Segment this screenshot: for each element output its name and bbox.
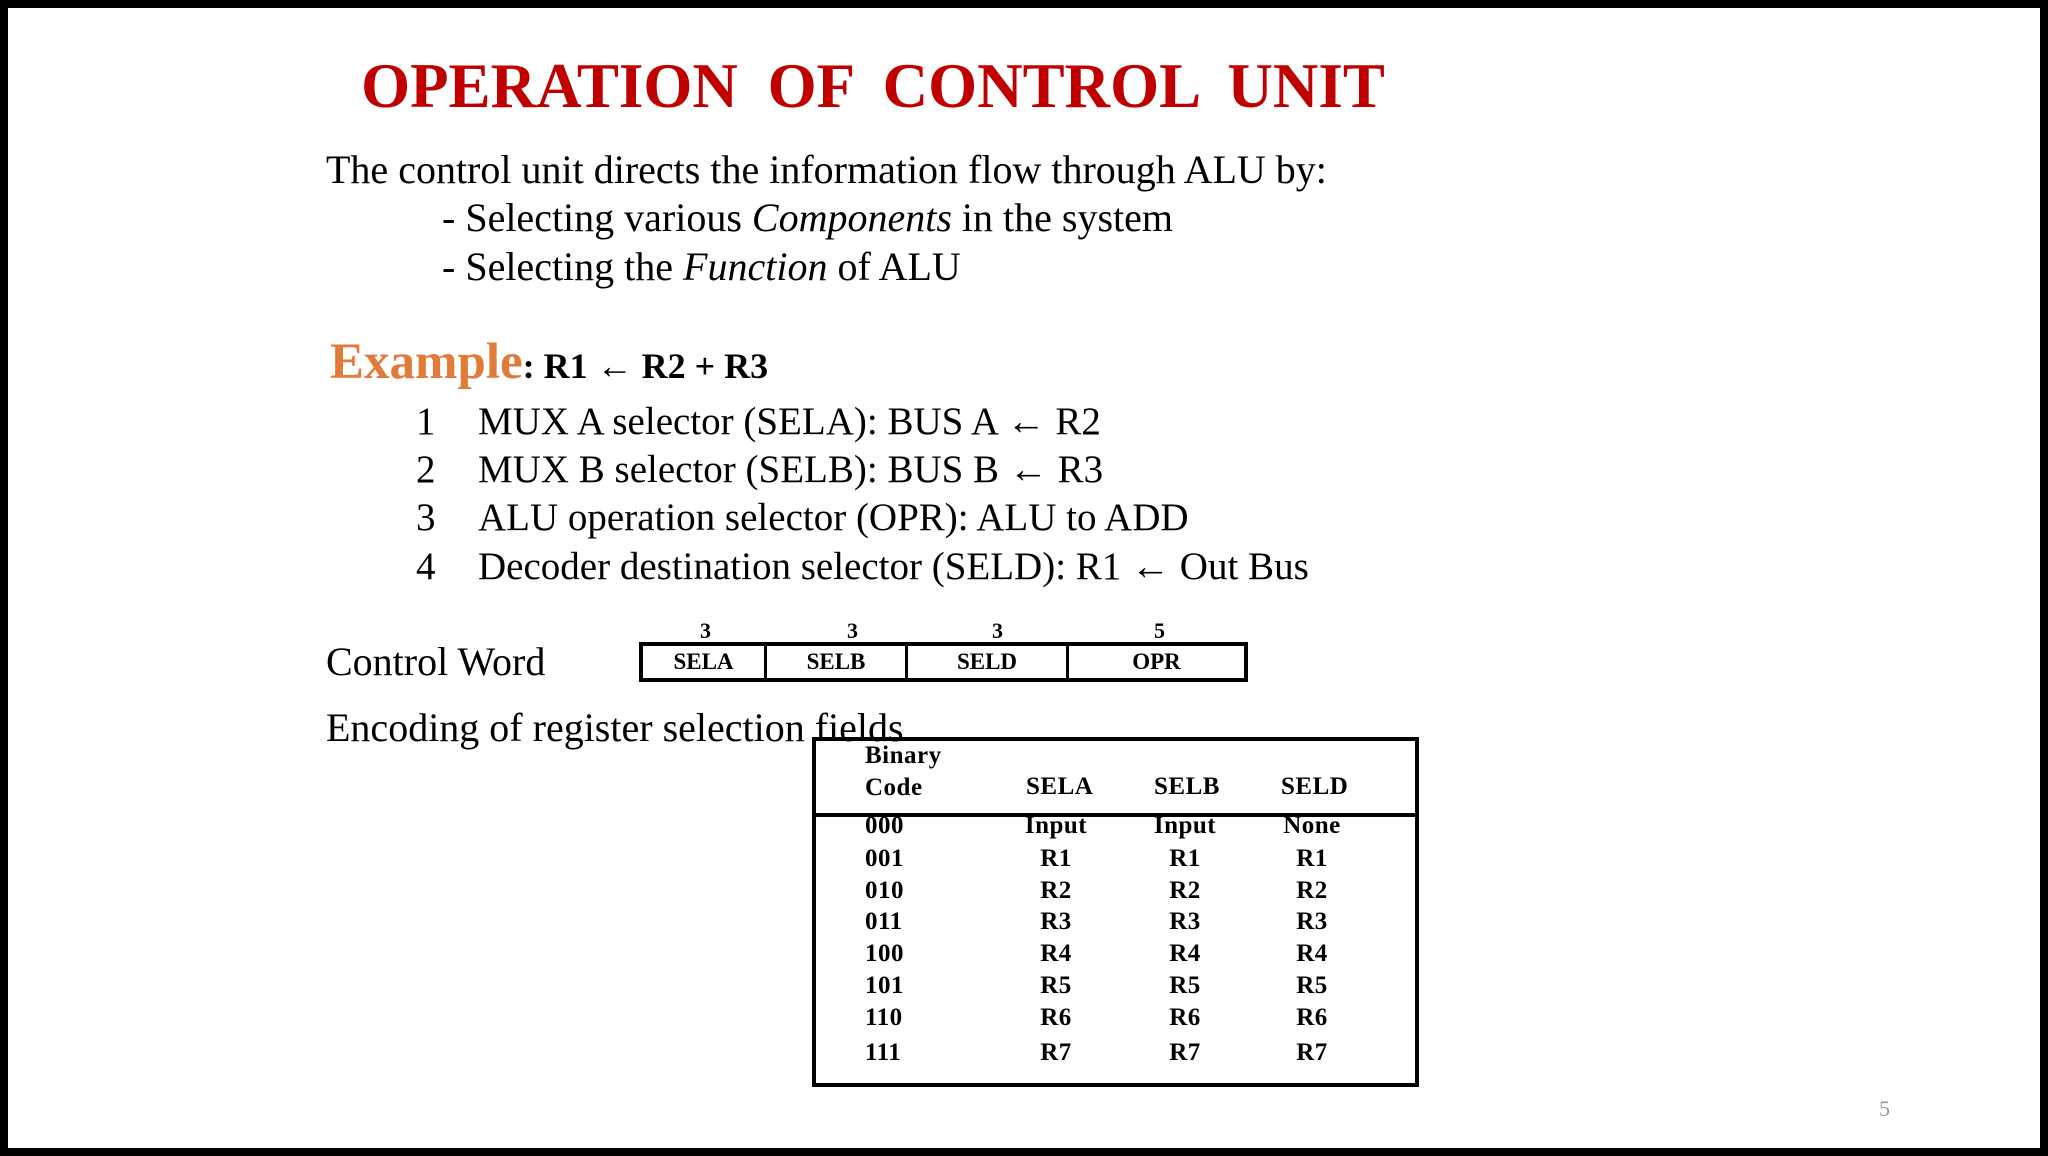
control-word-box	[639, 642, 1248, 682]
slide-title: OPERATION OF CONTROL UNIT	[361, 51, 1385, 121]
table-cell: R1	[1040, 845, 1072, 872]
control-word-field: SELA	[643, 646, 767, 678]
table-cell: R4	[1040, 940, 1072, 967]
control-word-field: SELB	[767, 646, 908, 678]
step-text: MUX B selector (SELB): BUS B ← R3	[478, 448, 1104, 491]
bullet-italic: Components	[751, 195, 952, 240]
table-cell: R7	[1296, 1039, 1328, 1066]
bullet-components	[442, 196, 1173, 240]
bullet-suffix: in the system	[951, 195, 1174, 240]
slide	[8, 8, 2040, 1148]
table-cell: R3	[1169, 908, 1201, 935]
step-text: Decoder destination selector (SELD): R1 ← Out Bus	[478, 545, 1309, 588]
table-cell: R6	[1169, 1004, 1201, 1031]
table-cell: R4	[1169, 940, 1201, 967]
table-cell: R7	[1040, 1039, 1072, 1066]
encoding-caption: Encoding of register selection fields	[326, 705, 904, 750]
table-cell: Input	[1024, 812, 1088, 839]
step-number: 3	[416, 496, 436, 539]
bullet-function	[442, 245, 961, 289]
header-code: Code	[865, 774, 923, 801]
table-cell: R7	[1169, 1039, 1201, 1066]
table-cell: R3	[1296, 908, 1328, 935]
binary-code-cell: 000	[865, 812, 904, 839]
bullet-prefix: - Selecting the	[442, 244, 684, 289]
table-cell: R6	[1040, 1004, 1072, 1031]
table-cell: R5	[1296, 972, 1328, 999]
bullet-italic: Function	[683, 244, 828, 289]
step-number: 4	[416, 545, 436, 588]
table-cell: R2	[1169, 877, 1201, 904]
table-cell: R1	[1169, 845, 1201, 872]
field-bits: 5	[1154, 618, 1165, 643]
table-cell: R6	[1296, 1004, 1328, 1031]
step-number: 1	[416, 400, 436, 443]
header-binary: Binary	[865, 742, 942, 769]
intro-text: The control unit directs the information flow through ALU by:	[326, 147, 1327, 192]
binary-code-cell: 011	[865, 908, 903, 935]
control-word-label: Control Word	[326, 639, 546, 684]
step-number: 2	[416, 448, 436, 491]
header-selb: SELB	[1154, 773, 1220, 800]
field-bits: 3	[700, 618, 711, 643]
encoding-table	[812, 737, 1419, 1087]
bullet-prefix: - Selecting various	[442, 195, 752, 240]
binary-code-cell: 100	[865, 940, 904, 967]
field-bits: 3	[847, 618, 858, 643]
binary-code-cell: 111	[865, 1039, 902, 1066]
table-cell: R2	[1040, 877, 1072, 904]
table-cell: R4	[1296, 940, 1328, 967]
control-word-field: OPR	[1132, 649, 1181, 674]
control-word-field: SELD	[908, 646, 1069, 678]
example-expression: : R1 ← R2 + R3	[522, 346, 769, 386]
example-heading	[330, 333, 768, 391]
binary-code-cell: 001	[865, 845, 904, 872]
example-label: Example	[330, 334, 523, 390]
step-text: MUX A selector (SELA): BUS A ← R2	[478, 400, 1101, 443]
table-cell: Input	[1153, 812, 1217, 839]
binary-code-cell: 110	[865, 1004, 903, 1031]
step-text: ALU operation selector (OPR): ALU to ADD	[478, 496, 1189, 539]
bullet-suffix: of ALU	[827, 244, 961, 289]
header-seld: SELD	[1281, 773, 1349, 800]
binary-code-cell: 101	[865, 972, 904, 999]
table-cell: R5	[1169, 972, 1201, 999]
binary-code-cell: 010	[865, 877, 904, 904]
table-cell: None	[1283, 812, 1341, 839]
page-number: 5	[1879, 1096, 1890, 1121]
header-sela: SELA	[1026, 773, 1094, 800]
table-cell: R3	[1040, 908, 1072, 935]
table-cell: R5	[1040, 972, 1072, 999]
table-cell: R1	[1296, 845, 1328, 872]
field-bits: 3	[992, 618, 1003, 643]
table-cell: R2	[1296, 877, 1328, 904]
